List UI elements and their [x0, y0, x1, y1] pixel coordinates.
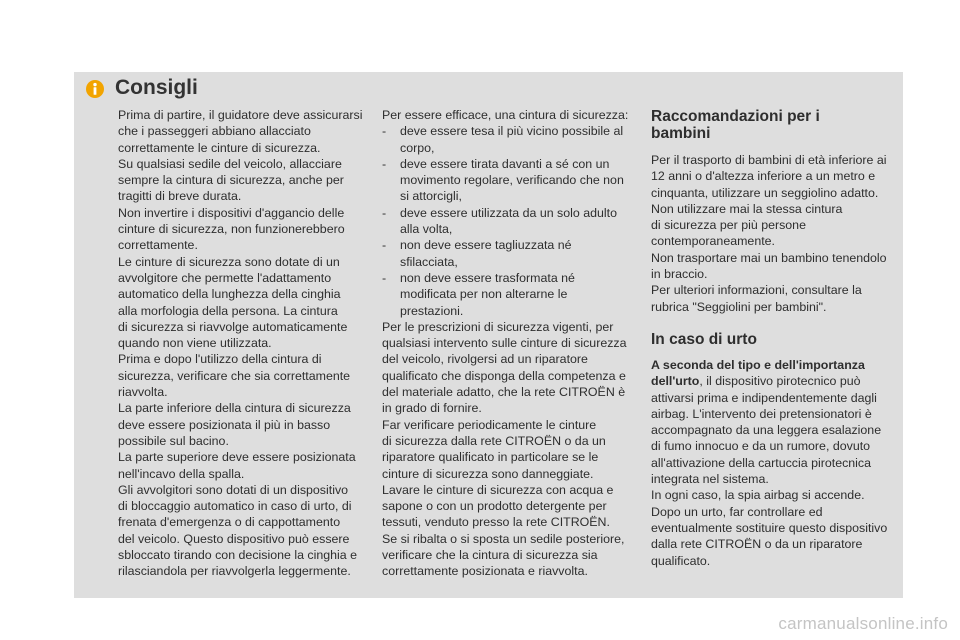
text-line: Dopo un urto, far controllare ed [651, 504, 823, 519]
text-line: di sicurezza per più persone [651, 218, 806, 233]
text-line: deve essere tesa il più vicino possibile al [400, 124, 624, 139]
text-line: Gli avvolgitori sono dotati di un dispositivo [118, 482, 349, 497]
text-line: in grado di fornire. [382, 401, 482, 416]
bullet-dash: - [382, 156, 387, 171]
bullet-dash: - [382, 205, 387, 220]
text-line: di sicurezza dalla rete CITROËN o da un [382, 433, 606, 448]
text-line: possibile sul bacino. [118, 433, 229, 448]
text-line: di fumo innocuo e da un rumore, dovuto [651, 439, 871, 454]
text-line: Prima di partire, il guidatore deve assicurarsi [118, 108, 363, 122]
text-line: Le cinture di sicurezza sono dotate di un [118, 254, 340, 269]
text-line: verificare che la cintura di sicurezza sia [382, 548, 598, 563]
bullet-item [382, 156, 632, 205]
bullet-text [400, 123, 632, 156]
text-line: riparatore qualificato in particolare se le [382, 450, 599, 465]
text-line: Prima e dopo l'utilizzo della cintura di [118, 352, 322, 367]
text-line: rubrica "Seggiolini per bambini". [651, 299, 827, 314]
text-line: non deve essere trasformata né [400, 270, 575, 285]
text-line: cinture di sicurezza sono danneggiate. [382, 466, 594, 481]
text-line: sicurezza, verificare che sia correttamente [118, 368, 351, 383]
text-line: si attorcigli, [400, 189, 462, 204]
text-line: rilasciandola per riavvolgerla leggermente. [118, 564, 351, 579]
text-line: La parte inferiore della cintura di sicurezza [118, 401, 351, 416]
text-line: eventualmente sostituire questo dispositivo [651, 520, 888, 535]
text-line: airbag. L'intervento dei pretensionatori è [651, 406, 872, 421]
text-line: deve essere posizionata il più in basso [118, 417, 331, 432]
bullet-text [400, 205, 632, 238]
bullet-text [400, 156, 632, 205]
text-line: sfilacciata, [400, 254, 458, 269]
bullet-item [382, 270, 632, 319]
lead-rest: , il dispositivo pirotecnico può [699, 374, 861, 389]
watermark: carmanualsonline.info [778, 614, 948, 633]
lead-bold: dell'urto [651, 374, 700, 389]
text-line: tragitti di breve durata. [118, 189, 242, 204]
text-line: Su qualsiasi sedile del veicolo, allacciare [118, 156, 342, 171]
bullet-dash: - [382, 124, 387, 139]
bullet-item [382, 237, 632, 270]
text-line: sempre la cintura di sicurezza, anche per [118, 173, 344, 188]
bullet-dash: - [382, 270, 387, 285]
page-title: Consigli [115, 76, 198, 99]
heading-line: bambini [651, 125, 711, 142]
text-line: all'attivazione della cartuccia pirotecnica [651, 455, 872, 470]
text-line: Per il trasporto di bambini di età inferiore ai [651, 153, 887, 167]
text-line: prestazioni. [400, 303, 464, 318]
heading-line: Raccomandazioni per i [651, 108, 820, 125]
bullet-text [400, 270, 632, 319]
text-line: del materiale adatto, che la rete CITROËN è [382, 385, 626, 400]
text-line: correttamente posizionata e riavvolta. [382, 564, 588, 579]
text-line: sapone o con un prodotto detergente per [382, 499, 607, 514]
text-line: modificata per non alterarne le [400, 287, 568, 302]
text-line: corpo, [400, 140, 435, 155]
text-line: Per le prescrizioni di sicurezza vigenti, per [382, 319, 614, 334]
info-icon [86, 80, 104, 98]
text-line: deve essere tirata davanti a sé con un [400, 156, 610, 171]
text-line: nell'incavo della spalla. [118, 466, 245, 481]
text-line: attivarsi prima e indipendentemente dagli [651, 390, 877, 405]
text-line: Lavare le cinture di sicurezza con acqua e [382, 482, 614, 497]
column-belt-requirements [382, 107, 632, 580]
text-line: avvolgitore che permette l'adattamento [118, 270, 332, 285]
text-line: del veicolo. Questo dispositivo può essere [118, 531, 350, 546]
text-line: del veicolo, rivolgersi ad un riparatore [382, 352, 588, 367]
bullet-item [382, 123, 632, 156]
text-line: Se si ribalta o si sposta un sedile posteriore, [382, 531, 625, 546]
text-line: riavvolta. [118, 385, 168, 400]
text-line: quando non viene utilizzata. [118, 336, 272, 351]
impact-heading: In caso di urto [651, 330, 757, 348]
text-line: qualsiasi intervento sulle cinture di sicurezza [382, 336, 627, 351]
text-line: Non utilizzare mai la stessa cintura [651, 201, 843, 216]
text-line: correttamente le cinture di sicurezza. [118, 140, 321, 155]
bullet-dash: - [382, 238, 387, 253]
text-line: alla volta, [400, 222, 453, 237]
text-line: qualificato. [651, 553, 711, 568]
text-line: In ogni caso, la spia airbag si accende. [651, 488, 865, 503]
bullet-text [400, 237, 632, 270]
column-general-advice [118, 107, 363, 580]
text-line: correttamente. [118, 238, 198, 253]
text-line: qualificato che disponga della competenza e [382, 368, 626, 383]
text-line: contemporaneamente. [651, 234, 775, 249]
text-line: 12 anni o d'altezza inferiore a un metro e [651, 169, 876, 184]
children-heading [651, 108, 897, 142]
text-line: Non invertire i dispositivi d'aggancio delle [118, 205, 345, 220]
text-line: Far verificare periodicamente le cinture [382, 417, 597, 432]
bullet-item [382, 205, 632, 238]
text-line: non deve essere tagliuzzata né [400, 238, 572, 253]
text-line: di sicurezza si riavvolge automaticamente [118, 319, 348, 334]
text-line: movimento regolare, verificando che non [400, 173, 624, 188]
text-line: Per ulteriori informazioni, consultare la [651, 283, 862, 298]
text-line: di bloccaggio automatico in caso di urto, di [118, 499, 352, 514]
text-line: accompagnato da una leggera esalazione [651, 423, 882, 438]
lead-line: A seconda del tipo e dell'importanza [651, 357, 865, 372]
text-line: frenata d'emergenza o di cappottamento [118, 515, 341, 530]
text-line: tessuti, venduto presso la rete CITROËN. [382, 515, 610, 530]
text-line: deve essere utilizzata da un solo adulto [400, 205, 617, 220]
text-line: cinquanta, utilizzare un seggiolino adatto. [651, 185, 879, 200]
text-line: alla morfologia della persona. La cintura [118, 303, 338, 318]
text-line: La parte superiore deve essere posizionata [118, 450, 356, 465]
text-line: in braccio. [651, 267, 708, 282]
text-line: che i passeggeri abbiano allacciato [118, 124, 311, 139]
intro-line: Per essere efficace, una cintura di sicurezza: [382, 108, 629, 122]
text-line: cinture di sicurezza, non funzionerebbero [118, 222, 345, 237]
text-line: integrata nel sistema. [651, 472, 769, 487]
text-line: dalla rete CITROËN o da un riparatore [651, 537, 863, 552]
column-children-and-impact [651, 107, 897, 569]
text-line: Non trasportare mai un bambino tenendolo [651, 250, 887, 265]
text-line: automatico della lunghezza della cinghia [118, 287, 341, 302]
lead-line [651, 373, 897, 389]
text-line: sbloccato tirando con decisione la cinghia e [118, 548, 358, 563]
